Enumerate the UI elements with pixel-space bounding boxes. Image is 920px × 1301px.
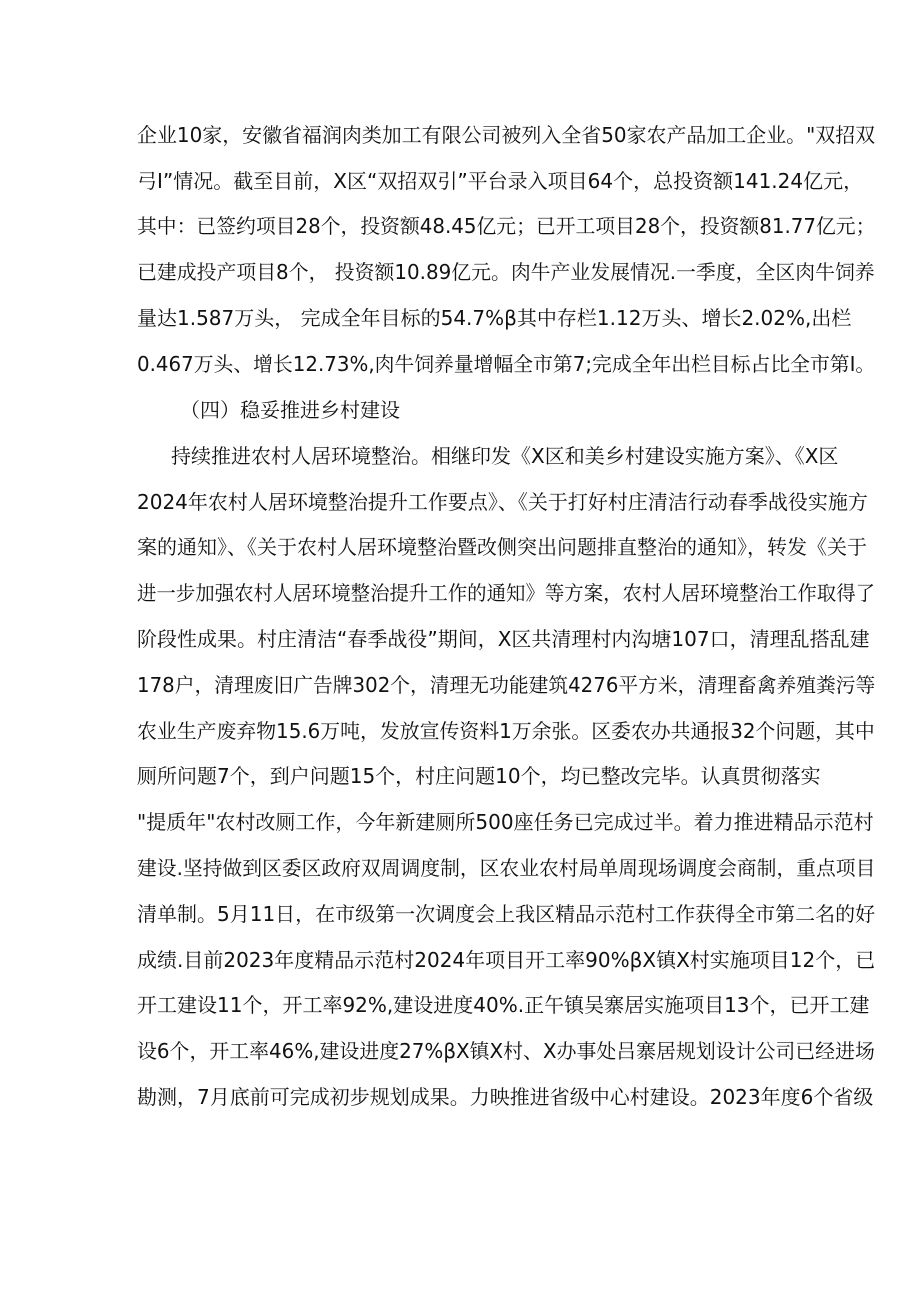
text-line: 开工建设11个，开工率92%,建设进度40%.正午镇吴寨居实施项目13个，已开工建 — [137, 993, 870, 1017]
text-line: 178户，清理废旧广告牌302个，清理无功能建筑4276平方米，清理畜禽养殖粪污等 — [137, 673, 876, 697]
text-line: 持续推进农村人居环境整治。相继印发《X区和美乡村建设实施方案》、《X区 — [171, 444, 839, 468]
text-line: 0.467万头、增长12.73%,肉牛饲养量增幅全市第7;完成全年出栏目标占比全市第I。 — [137, 352, 876, 376]
text-line: 2024年农村人居环境整治提升工作要点》、《关于打好村庄清洁行动春季战役实施方 — [137, 490, 868, 514]
text-line: 其中：已签约项目28个，投资额48.45亿元；已开工项目28个，投资额81.77亿元； — [137, 214, 876, 238]
text-line: 清单制。5月11日，在市级第一次调度会上我区精品示范村工作获得全市第二名的好 — [137, 902, 876, 926]
text-line: 阶段性成果。村庄清洁“春季战役”期间，X区共清理村内沟塘107口，清理乱搭乱建 — [137, 627, 870, 651]
text-line: 设6个，开工率46%,建设进度27%βX镇X村、X办事处吕寨居规划设计公司已经进场 — [137, 1039, 875, 1063]
text-line: 勘测，7月底前可完成初步规划成果。力映推进省级中心村建设。2023年度6个省级 — [137, 1085, 874, 1109]
text-line: "提质年"农村改厕工作，今年新建厕所500座任务已完成过半。着力推进精品示范村 — [137, 810, 874, 834]
text-line: 建设.坚持做到区委区政府双周调度制，区农业农村局单周现场调度会商制，重点项目 — [137, 856, 876, 880]
text-line: 进一步加强农村人居环境整治提升工作的通知》等方案，农村人居环境整治工作取得了 — [137, 581, 876, 605]
text-line: 案的通知》、《关于农村人居环境整治暨改侧突出问题排直整治的通知》，转发《关于 — [137, 535, 867, 559]
text-line: 企业10家，安徽省福润肉类加工有限公司被列入全省50家农产品加工企业。"双招双 — [137, 123, 876, 147]
text-line: 农业生产废弃物15.6万吨，发放宣传资料1万余张。区委农办共通报32个问题，其中 — [137, 719, 875, 743]
text-line: 成绩.目前2023年度精品示范村2024年项目开工率90%βX镇X村实施项目12个，已 — [137, 948, 876, 972]
text-line: 已建成投产项目8个， 投资额10.89亿元。肉牛产业发展情况.一季度，全区肉牛饲养 — [137, 260, 875, 284]
text-line: 弓I”情况。截至目前，X区“双招双引”平台录入项目64个，总投资额141.24亿元， — [137, 169, 864, 193]
text-line: 量达1.587万头， 完成全年目标的54.7%β其中存栏1.12万头、增长2.02%,出栏 — [137, 306, 852, 330]
section-heading: （四）稳妥推进乡村建设 — [180, 398, 400, 422]
text-line: 厕所问题7个，到户问题15个，村庄问题10个，均已整改完毕。认真贯彻落实 — [137, 764, 821, 788]
